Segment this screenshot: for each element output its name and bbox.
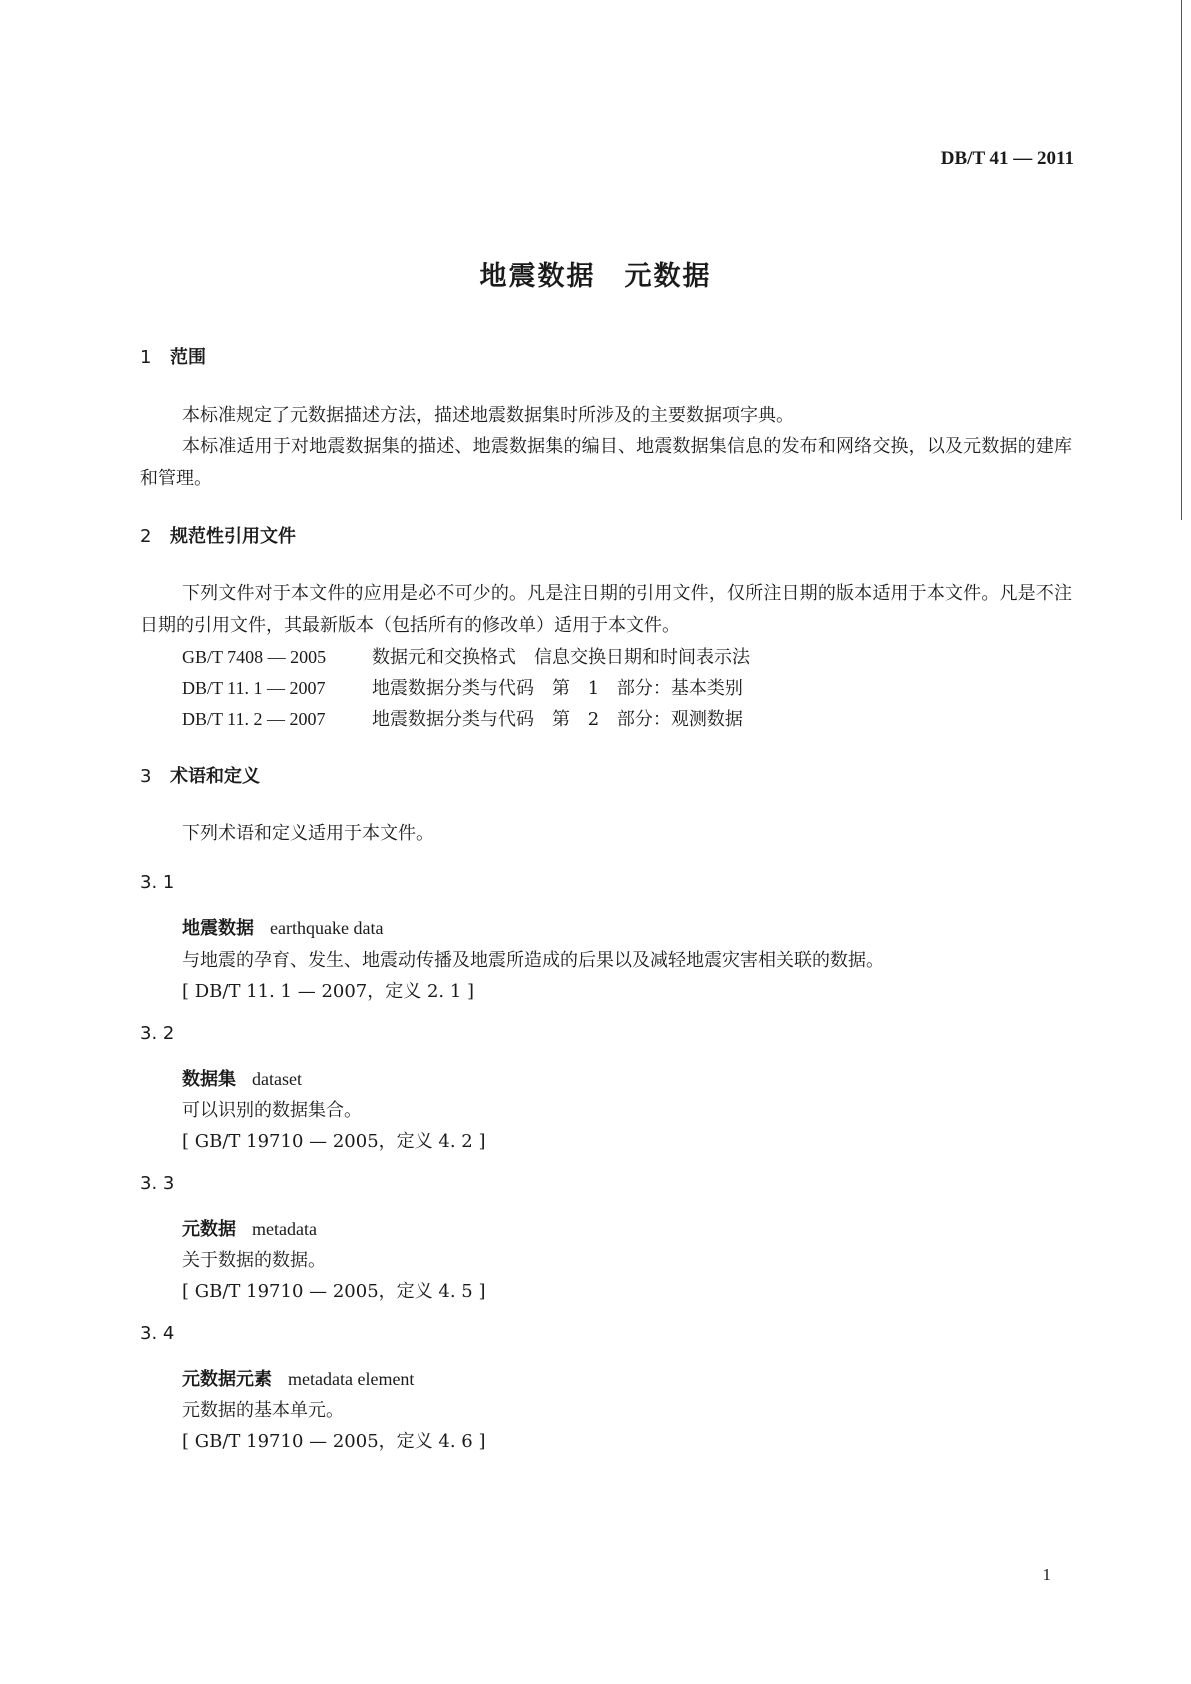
section-3-heading [140, 762, 260, 788]
term-name [182, 1215, 317, 1241]
term-name-zh: 地震数据 [182, 918, 254, 939]
section-3-number: 3 [140, 766, 152, 787]
term-name [182, 914, 383, 940]
section-1-number: 1 [140, 347, 152, 368]
term-definition: 可以识别的数据集合。 [182, 1100, 362, 1121]
reference-item [182, 643, 750, 669]
reference-title: 数据元和交换格式 信息交换日期和时间表示法 [372, 647, 750, 668]
section-1-title: 范围 [170, 347, 206, 368]
term-number: 3. 3 [140, 1173, 175, 1194]
term-source: [ GB/T 19710 — 2005，定义 4. 6 ] [182, 1431, 486, 1452]
section-2-heading [140, 522, 296, 548]
term-name-en: metadata [252, 1219, 317, 1239]
section-2-para: 下列文件对于本文件的应用是必不可少的。凡是注日期的引用文件，仅所注日期的版本适用于本文件。凡是不注日期的引用文件，其最新版本（包括所有的修改单）适用于本文件。 [140, 583, 1072, 636]
section-2-title: 规范性引用文件 [170, 526, 296, 547]
term-definition: 元数据的基本单元。 [182, 1400, 344, 1421]
term-name-en: metadata element [288, 1369, 415, 1389]
section-1-para-1: 本标准规定了元数据描述方法，描述地震数据集时所涉及的主要数据项字典。 [182, 405, 794, 426]
section-1-para-2: 本标准适用于对地震数据集的描述、地震数据集的编目、地震数据集信息的发布和网络交换，以及元数据的建库和管理。 [140, 436, 1072, 489]
term-definition: 关于数据的数据。 [182, 1250, 326, 1271]
term-source: [ GB/T 19710 — 2005，定义 4. 2 ] [182, 1131, 486, 1152]
reference-code: GB/T 7408 — 2005 [182, 647, 327, 667]
reference-code: DB/T 11. 2 — 2007 [182, 709, 326, 729]
term-source: [ DB/T 11. 1 — 2007，定义 2. 1 ] [182, 981, 475, 1002]
page-number: 1 [1042, 1565, 1051, 1584]
term-name-zh: 数据集 [182, 1069, 236, 1090]
term-name-en: dataset [252, 1069, 302, 1089]
term-name [182, 1065, 302, 1091]
section-3-intro: 下列术语和定义适用于本文件。 [182, 823, 434, 844]
term-definition: 与地震的孕育、发生、地震动传播及地震所造成的后果以及减轻地震灾害相关联的数据。 [182, 950, 884, 971]
document-code: DB/T 41 — 2011 [940, 148, 1074, 169]
reference-item [182, 674, 743, 700]
section-1-heading [140, 343, 206, 369]
section-3-title: 术语和定义 [170, 766, 260, 787]
reference-title: 地震数据分类与代码 第 2 部分：观测数据 [372, 709, 743, 730]
reference-code: DB/T 11. 1 — 2007 [182, 678, 326, 698]
term-name-zh: 元数据 [182, 1219, 236, 1240]
reference-title: 地震数据分类与代码 第 1 部分：基本类别 [372, 678, 743, 699]
term-source: [ GB/T 19710 — 2005，定义 4. 5 ] [182, 1281, 486, 1302]
term-name-en: earthquake data [270, 918, 384, 938]
reference-item [182, 705, 743, 731]
term-name-zh: 元数据元素 [182, 1369, 272, 1390]
term-number: 3. 4 [140, 1323, 175, 1344]
section-2-number: 2 [140, 526, 152, 547]
document-title: 地震数据 元数据 [479, 261, 712, 292]
term-number: 3. 1 [140, 872, 175, 893]
term-number: 3. 2 [140, 1023, 175, 1044]
term-name [182, 1365, 414, 1391]
